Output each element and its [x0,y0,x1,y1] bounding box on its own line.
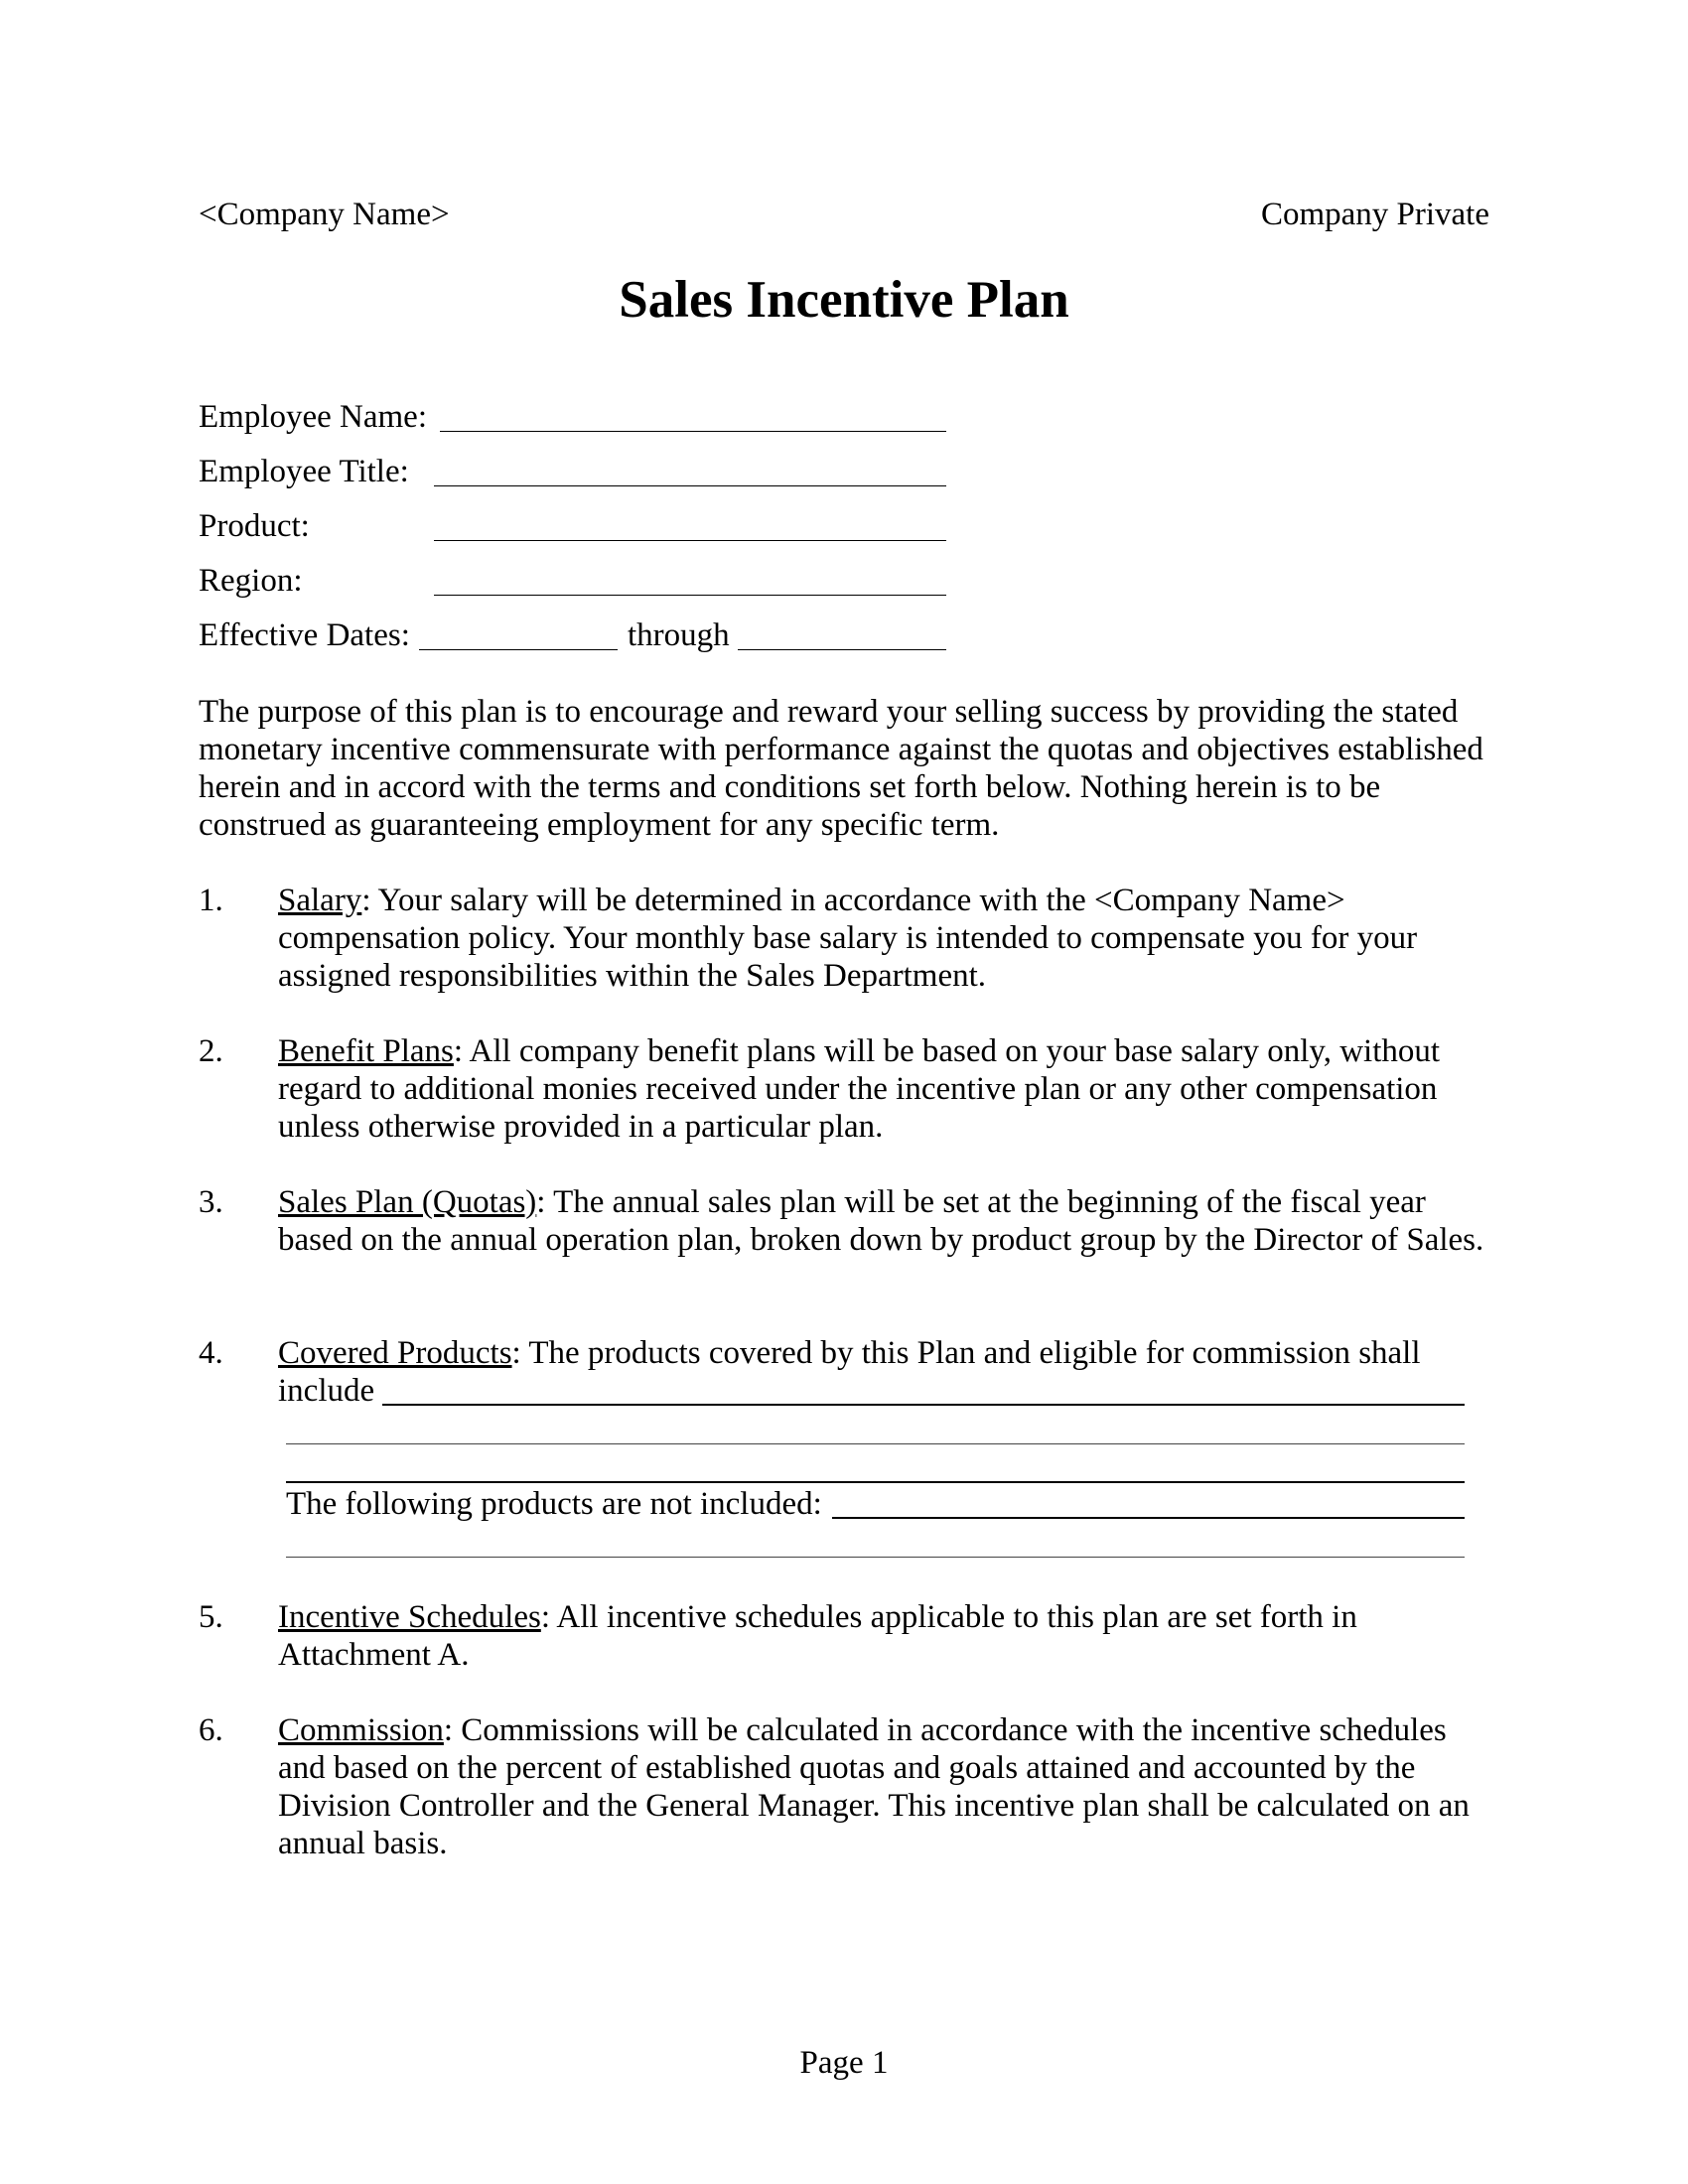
commission-item [278,1711,1489,1862]
product-row [199,506,953,546]
item-text: : All incentive schedules applicable to this plan are set forth in Attachment A. [278,1599,1357,1673]
document-title: Sales Incentive Plan [619,271,1069,329]
employee-title-label: Employee Title: [199,454,409,489]
item-heading: Salary [278,883,362,918]
region-field[interactable] [434,595,946,596]
included-products-field-line[interactable] [286,1443,1465,1444]
excluded-products-field[interactable] [832,1517,1465,1519]
effective-dates-row [199,615,953,655]
item-heading: Incentive Schedules [278,1599,541,1635]
item-heading: Benefit Plans [278,1033,454,1069]
item-number: 3. [199,1184,223,1220]
item-text: : The products covered by this Plan and eligible for commission shall [511,1335,1421,1371]
incentive-schedules-item [278,1598,1489,1674]
company-name-header: <Company Name> [199,197,450,232]
product-label: Product: [199,508,310,544]
item-heading: Covered Products [278,1335,512,1371]
product-field[interactable] [434,540,946,541]
employee-title-row [199,452,953,491]
benefit-plans-item [278,1032,1489,1146]
item-number: 2. [199,1033,223,1069]
item-number: 6. [199,1712,223,1748]
through-label: through [628,617,730,653]
include-label: include [278,1373,375,1409]
covered-products-item [278,1334,1489,1372]
region-label: Region: [199,563,303,599]
employee-title-field[interactable] [434,485,946,486]
effective-start-date-field[interactable] [419,649,618,650]
item-number: 5. [199,1599,223,1635]
item-text: : The annual sales plan will be set at the beginning of the fiscal year based on the annual operation plan, broken down by product group by the Director of Sales. [278,1184,1484,1258]
included-products-field-line[interactable] [286,1481,1465,1483]
item-heading: Sales Plan (Quotas) [278,1184,537,1220]
item-text: : Commissions will be calculated in accordance with the incentive schedules and based on the percent of established quotas and goals attained and accounted by the Division Controller and the General Manager. This incentive plan shall be calculated on an annual basis. [278,1712,1470,1861]
page-number: Page 1 [799,2045,889,2081]
excluded-products-field-line[interactable] [286,1557,1465,1558]
item-heading: Commission [278,1712,444,1748]
item-text: : Your salary will be determined in accordance with the <Company Name> compensation policy. Your monthly base salary is intended to compensate you for your assigned responsibilities within the Sales Department. [278,883,1418,994]
intro-paragraph: The purpose of this plan is to encourage and reward your selling success by providing the stated monetary incentive commensurate with performance against the quotas and objectives established herein and in accord with the terms and conditions set forth below. Nothing herein is to be construed as guaranteeing employment for any specific term. [199,694,1483,843]
item-text: : All company benefit plans will be based on your base salary only, without regard to additional monies received under the incentive plan or any other compensation unless otherwise provided in a particular plan. [278,1033,1441,1145]
item-number: 1. [199,883,223,918]
employee-name-label: Employee Name: [199,399,428,435]
effective-end-date-field[interactable] [738,649,946,650]
sales-plan-item [278,1183,1489,1259]
classification-header: Company Private [1260,197,1489,232]
region-row [199,561,953,601]
employee-name-field[interactable] [440,431,946,432]
salary-item [278,882,1489,995]
included-products-field[interactable] [382,1404,1465,1406]
employee-name-row [199,397,953,437]
excluded-products-label: The following products are not included: [286,1486,822,1522]
item-number: 4. [199,1335,223,1371]
effective-dates-label: Effective Dates: [199,617,410,653]
